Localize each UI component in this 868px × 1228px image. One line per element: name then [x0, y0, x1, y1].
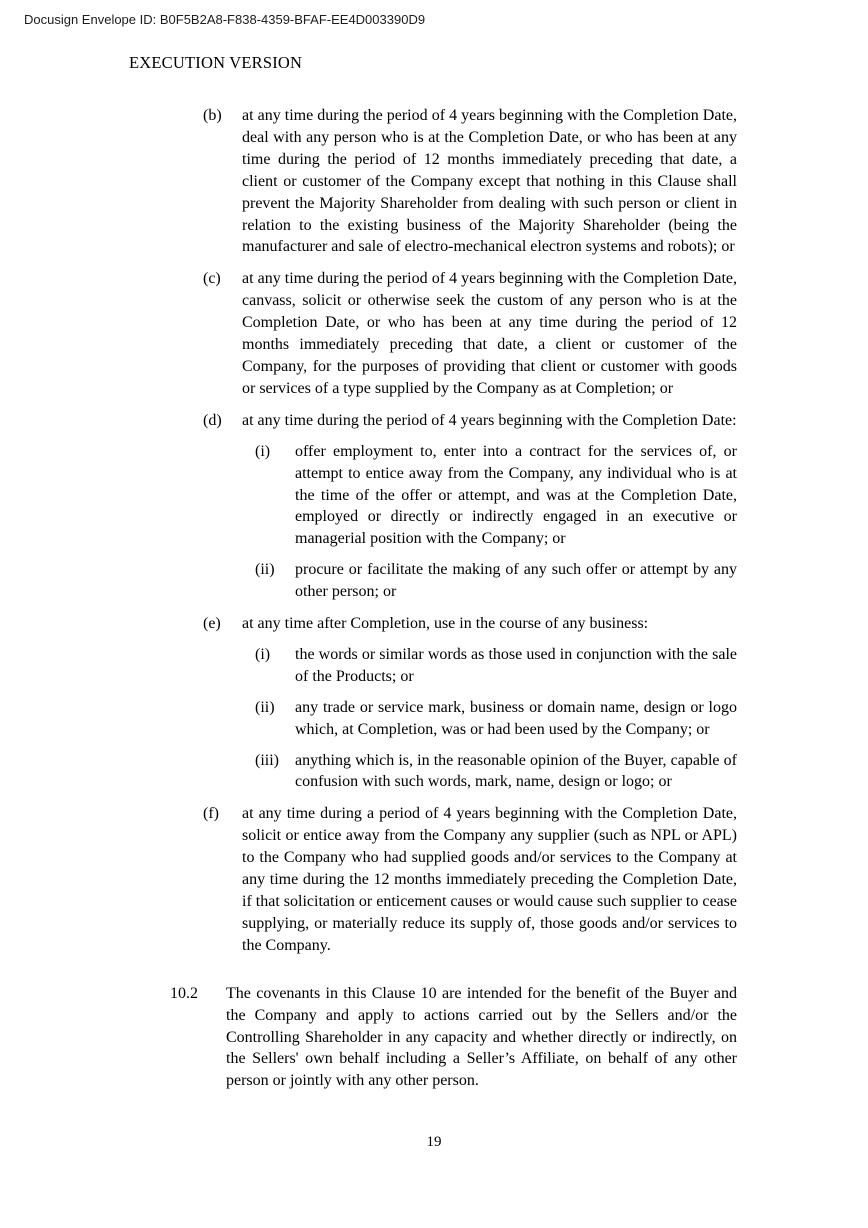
clause-e-subclause-i-label: (i): [255, 645, 271, 663]
clause-e-subclause-i: [255, 644, 737, 688]
clause-f-label: (f): [203, 805, 219, 823]
clause-e-subclause-ii-text: any trade or service mark, business or domain name, design or logo which, at Completion, was or had been used by the Company; or: [295, 698, 737, 738]
clause-e-subclause-ii-label: (ii): [255, 698, 275, 716]
clause-d-subclause-ii: [255, 559, 737, 603]
clause-list: [170, 105, 737, 1092]
section-10-2: [170, 983, 737, 1093]
clause-d-subclause-i-label: (i): [255, 442, 271, 460]
clause-e-text: at any time after Completion, use in the course of any business:: [242, 615, 649, 633]
clause-b: [203, 105, 737, 258]
clause-f: [203, 803, 737, 956]
clause-d-label: (d): [203, 411, 222, 429]
section-10-2-text: The covenants in this Clause 10 are intended for the benefit of the Buyer and the Company and apply to actions carried out by the Sellers and/or the Controlling Shareholder in any capacity and whether directly or indirectly, on the Sellers' own behalf including a Seller’s Affiliate, on behalf of any other person or jointly with any other person.: [226, 984, 737, 1090]
clause-d-subclause-i-text: offer employment to, enter into a contract for the services of, or attempt to entice away from the Company, any individual who is at the time of the offer or attempt, and was at the Completion Date, employed or directly or indirectly engaged in an executive or managerial position with the Company; or: [295, 442, 737, 548]
clause-d-text: at any time during the period of 4 years beginning with the Completion Date:: [242, 411, 737, 429]
clause-e-label: (e): [203, 615, 221, 633]
docusign-envelope-id: Docusign Envelope ID: B0F5B2A8-F838-4359-BFAF-EE4D003390D9: [24, 12, 426, 27]
clause-e-subclause-iii: [255, 750, 737, 794]
page-number: 19: [426, 1134, 442, 1150]
execution-version-label: EXECUTION VERSION: [129, 53, 303, 72]
clause-e-subclause-ii: [255, 697, 737, 741]
clause-c: [203, 268, 737, 399]
clause-e-subclause-iii-text: anything which is, in the reasonable opinion of the Buyer, capable of confusion with such words, mark, name, design or logo; or: [295, 751, 737, 791]
clause-e: [203, 613, 737, 793]
clause-b-label: (b): [203, 107, 222, 124]
section-10-2-number: 10.2: [170, 984, 198, 1002]
clause-d-subclause-ii-label: (ii): [255, 561, 275, 579]
clause-e-subclause-iii-label: (iii): [255, 751, 279, 769]
clause-f-text: at any time during a period of 4 years beginning with the Completion Date, solicit or entice away from the Company any supplier (such as NPL or APL) to the Company who had supplied goods and/or services to the Company at any time during the 12 months immediately preceding the Completion Date, if that solicitation or enticement causes or would cause such supplier to cease supplying, or materially reduce its supply of, those goods and/or services to the Company.: [242, 805, 737, 954]
clause-e-subclause-i-text: the words or similar words as those used in conjunction with the sale of the Products; or: [295, 645, 737, 685]
clause-c-text: at any time during the period of 4 years beginning with the Completion Date, canvass, solicit or otherwise seek the custom of any person who is at the Completion Date, or who has been at any time during the period of 12 months immediately preceding that date, a client or customer of the Company, for the purposes of providing that client or customer with goods or services of a type supplied by the Company as at Completion; or: [242, 270, 737, 397]
clause-d-subclause-ii-text: procure or facilitate the making of any such offer or attempt by any other person; or: [295, 561, 737, 601]
clause-b-text: at any time during the period of 4 years beginning with the Completion Date, deal with any person who is at the Completion Date, or who has been at any time during the period of 12 months immediately preceding that date, a client or customer of the Company except that nothing in this Clause shall prevent the Majority Shareholder from dealing with such person or client in relation to the existing business of the Majority Shareholder (being the manufacturer and sale of electro-mechanical electron systems and robots); or: [242, 107, 737, 256]
clause-d-subclause-i: [255, 441, 737, 551]
clause-c-label: (c): [203, 270, 221, 288]
clause-d: [203, 410, 737, 603]
